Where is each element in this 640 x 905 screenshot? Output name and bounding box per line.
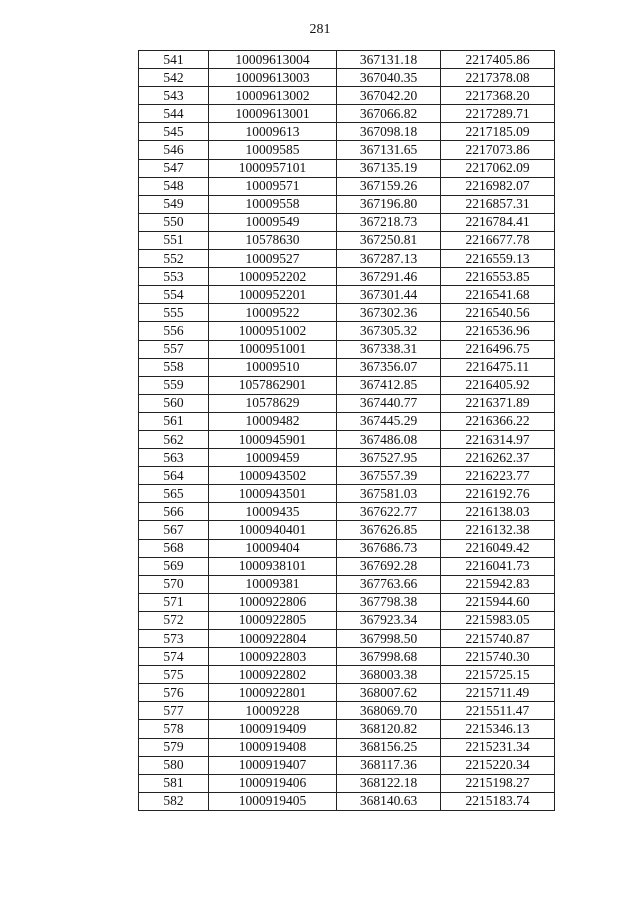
y-coordinate-cell: 2216857.31 [441, 195, 555, 213]
x-coordinate-cell: 367338.31 [337, 340, 441, 358]
point-id-cell: 10578630 [209, 231, 337, 249]
point-id-cell: 1000922804 [209, 630, 337, 648]
y-coordinate-cell: 2215944.60 [441, 593, 555, 611]
y-coordinate-cell: 2216132.38 [441, 521, 555, 539]
table-row [139, 503, 555, 521]
row-number-cell: 553 [139, 268, 209, 286]
x-coordinate-cell: 367135.19 [337, 159, 441, 177]
point-id-cell: 1000951002 [209, 322, 337, 340]
y-coordinate-cell: 2217405.86 [441, 51, 555, 69]
table-row [139, 195, 555, 213]
x-coordinate-cell: 367040.35 [337, 69, 441, 87]
row-number-cell: 567 [139, 521, 209, 539]
x-coordinate-cell: 367412.85 [337, 376, 441, 394]
table-row [139, 774, 555, 792]
page-number: 281 [309, 22, 331, 37]
table-row [139, 340, 555, 358]
y-coordinate-cell: 2216192.76 [441, 485, 555, 503]
x-coordinate-cell: 367301.44 [337, 286, 441, 304]
point-id-cell: 10009482 [209, 412, 337, 430]
x-coordinate-cell: 367098.18 [337, 123, 441, 141]
y-coordinate-cell: 2216496.75 [441, 340, 555, 358]
table-row [139, 720, 555, 738]
y-coordinate-cell: 2216366.22 [441, 412, 555, 430]
row-number-cell: 561 [139, 412, 209, 430]
y-coordinate-cell: 2216553.85 [441, 268, 555, 286]
x-coordinate-cell: 368140.63 [337, 792, 441, 810]
x-coordinate-cell: 367445.29 [337, 412, 441, 430]
point-id-cell: 1000922806 [209, 593, 337, 611]
x-coordinate-cell: 367305.32 [337, 322, 441, 340]
table-row [139, 611, 555, 629]
point-id-cell: 1000945901 [209, 430, 337, 448]
y-coordinate-cell: 2216371.89 [441, 394, 555, 412]
point-id-cell: 10009522 [209, 304, 337, 322]
table-row [139, 87, 555, 105]
x-coordinate-cell: 367692.28 [337, 557, 441, 575]
y-coordinate-cell: 2216559.13 [441, 250, 555, 268]
row-number-cell: 560 [139, 394, 209, 412]
x-coordinate-cell: 367998.68 [337, 648, 441, 666]
row-number-cell: 546 [139, 141, 209, 159]
point-id-cell: 1000922805 [209, 611, 337, 629]
point-id-cell: 1000952201 [209, 286, 337, 304]
row-number-cell: 542 [139, 69, 209, 87]
y-coordinate-cell: 2215183.74 [441, 792, 555, 810]
point-id-cell: 10009459 [209, 449, 337, 467]
table-row [139, 575, 555, 593]
table-row [139, 449, 555, 467]
row-number-cell: 558 [139, 358, 209, 376]
row-number-cell: 564 [139, 467, 209, 485]
table-row [139, 593, 555, 611]
y-coordinate-cell: 2215231.34 [441, 738, 555, 756]
x-coordinate-cell: 367527.95 [337, 449, 441, 467]
table-row [139, 702, 555, 720]
y-coordinate-cell: 2216475.11 [441, 358, 555, 376]
y-coordinate-cell: 2215942.83 [441, 575, 555, 593]
x-coordinate-cell: 368003.38 [337, 666, 441, 684]
table-row [139, 69, 555, 87]
row-number-cell: 548 [139, 177, 209, 195]
coordinates-table-body [139, 51, 555, 811]
point-id-cell: 1000922803 [209, 648, 337, 666]
table-row [139, 358, 555, 376]
row-number-cell: 551 [139, 231, 209, 249]
table-row [139, 268, 555, 286]
x-coordinate-cell: 367250.81 [337, 231, 441, 249]
x-coordinate-cell: 368117.36 [337, 756, 441, 774]
table-row [139, 177, 555, 195]
table-row [139, 467, 555, 485]
row-number-cell: 579 [139, 738, 209, 756]
point-id-cell: 1000940401 [209, 521, 337, 539]
point-id-cell: 10009435 [209, 503, 337, 521]
row-number-cell: 578 [139, 720, 209, 738]
point-id-cell: 1000919408 [209, 738, 337, 756]
table-row [139, 756, 555, 774]
row-number-cell: 572 [139, 611, 209, 629]
table-row [139, 105, 555, 123]
y-coordinate-cell: 2215740.87 [441, 630, 555, 648]
table-row [139, 250, 555, 268]
y-coordinate-cell: 2215983.05 [441, 611, 555, 629]
point-id-cell: 1000919407 [209, 756, 337, 774]
y-coordinate-cell: 2217062.09 [441, 159, 555, 177]
y-coordinate-cell: 2216540.56 [441, 304, 555, 322]
x-coordinate-cell: 367626.85 [337, 521, 441, 539]
x-coordinate-cell: 367622.77 [337, 503, 441, 521]
table-row [139, 231, 555, 249]
row-number-cell: 555 [139, 304, 209, 322]
y-coordinate-cell: 2216541.68 [441, 286, 555, 304]
y-coordinate-cell: 2215220.34 [441, 756, 555, 774]
row-number-cell: 569 [139, 557, 209, 575]
point-id-cell: 1000952202 [209, 268, 337, 286]
row-number-cell: 543 [139, 87, 209, 105]
table-row [139, 51, 555, 69]
row-number-cell: 549 [139, 195, 209, 213]
point-id-cell: 1000943501 [209, 485, 337, 503]
x-coordinate-cell: 367042.20 [337, 87, 441, 105]
table-row [139, 539, 555, 557]
row-number-cell: 568 [139, 539, 209, 557]
row-number-cell: 552 [139, 250, 209, 268]
row-number-cell: 571 [139, 593, 209, 611]
row-number-cell: 575 [139, 666, 209, 684]
row-number-cell: 576 [139, 684, 209, 702]
table-row [139, 648, 555, 666]
point-id-cell: 10009613002 [209, 87, 337, 105]
point-id-cell: 10009613004 [209, 51, 337, 69]
point-id-cell: 10578629 [209, 394, 337, 412]
point-id-cell: 1000951001 [209, 340, 337, 358]
x-coordinate-cell: 367218.73 [337, 213, 441, 231]
point-id-cell: 1000957101 [209, 159, 337, 177]
table-row [139, 630, 555, 648]
y-coordinate-cell: 2216405.92 [441, 376, 555, 394]
table-row [139, 684, 555, 702]
table-row [139, 666, 555, 684]
row-number-cell: 570 [139, 575, 209, 593]
x-coordinate-cell: 367131.18 [337, 51, 441, 69]
point-id-cell: 10009585 [209, 141, 337, 159]
point-id-cell: 1057862901 [209, 376, 337, 394]
x-coordinate-cell: 368156.25 [337, 738, 441, 756]
table-row [139, 376, 555, 394]
row-number-cell: 562 [139, 430, 209, 448]
point-id-cell: 10009613003 [209, 69, 337, 87]
point-id-cell: 10009228 [209, 702, 337, 720]
table-row [139, 322, 555, 340]
table-row [139, 159, 555, 177]
table-row [139, 792, 555, 810]
row-number-cell: 577 [139, 702, 209, 720]
table-row [139, 738, 555, 756]
x-coordinate-cell: 368069.70 [337, 702, 441, 720]
x-coordinate-cell: 367440.77 [337, 394, 441, 412]
y-coordinate-cell: 2215740.30 [441, 648, 555, 666]
row-number-cell: 581 [139, 774, 209, 792]
x-coordinate-cell: 368122.18 [337, 774, 441, 792]
point-id-cell: 10009510 [209, 358, 337, 376]
y-coordinate-cell: 2216536.96 [441, 322, 555, 340]
y-coordinate-cell: 2215346.13 [441, 720, 555, 738]
row-number-cell: 566 [139, 503, 209, 521]
point-id-cell: 10009404 [209, 539, 337, 557]
table-row [139, 521, 555, 539]
x-coordinate-cell: 367686.73 [337, 539, 441, 557]
x-coordinate-cell: 367302.36 [337, 304, 441, 322]
x-coordinate-cell: 367159.26 [337, 177, 441, 195]
point-id-cell: 10009613001 [209, 105, 337, 123]
row-number-cell: 544 [139, 105, 209, 123]
y-coordinate-cell: 2217368.20 [441, 87, 555, 105]
y-coordinate-cell: 2215711.49 [441, 684, 555, 702]
row-number-cell: 545 [139, 123, 209, 141]
x-coordinate-cell: 367923.34 [337, 611, 441, 629]
point-id-cell: 1000938101 [209, 557, 337, 575]
table-row [139, 430, 555, 448]
table-row [139, 557, 555, 575]
row-number-cell: 582 [139, 792, 209, 810]
point-id-cell: 1000943502 [209, 467, 337, 485]
table-row [139, 286, 555, 304]
row-number-cell: 557 [139, 340, 209, 358]
x-coordinate-cell: 367557.39 [337, 467, 441, 485]
y-coordinate-cell: 2216138.03 [441, 503, 555, 521]
y-coordinate-cell: 2217378.08 [441, 69, 555, 87]
row-number-cell: 563 [139, 449, 209, 467]
y-coordinate-cell: 2216223.77 [441, 467, 555, 485]
row-number-cell: 550 [139, 213, 209, 231]
point-id-cell: 1000922802 [209, 666, 337, 684]
point-id-cell: 10009527 [209, 250, 337, 268]
x-coordinate-cell: 367291.46 [337, 268, 441, 286]
table-row [139, 394, 555, 412]
table-row [139, 141, 555, 159]
point-id-cell: 10009571 [209, 177, 337, 195]
x-coordinate-cell: 367581.03 [337, 485, 441, 503]
x-coordinate-cell: 368120.82 [337, 720, 441, 738]
point-id-cell: 10009549 [209, 213, 337, 231]
y-coordinate-cell: 2216784.41 [441, 213, 555, 231]
y-coordinate-cell: 2216049.42 [441, 539, 555, 557]
y-coordinate-cell: 2216982.07 [441, 177, 555, 195]
row-number-cell: 554 [139, 286, 209, 304]
row-number-cell: 574 [139, 648, 209, 666]
y-coordinate-cell: 2217073.86 [441, 141, 555, 159]
row-number-cell: 573 [139, 630, 209, 648]
y-coordinate-cell: 2216041.73 [441, 557, 555, 575]
x-coordinate-cell: 367798.38 [337, 593, 441, 611]
row-number-cell: 541 [139, 51, 209, 69]
y-coordinate-cell: 2215198.27 [441, 774, 555, 792]
x-coordinate-cell: 367763.66 [337, 575, 441, 593]
y-coordinate-cell: 2216314.97 [441, 430, 555, 448]
row-number-cell: 556 [139, 322, 209, 340]
table-row [139, 485, 555, 503]
x-coordinate-cell: 367287.13 [337, 250, 441, 268]
row-number-cell: 559 [139, 376, 209, 394]
y-coordinate-cell: 2215511.47 [441, 702, 555, 720]
x-coordinate-cell: 367998.50 [337, 630, 441, 648]
point-id-cell: 10009558 [209, 195, 337, 213]
point-id-cell: 10009381 [209, 575, 337, 593]
row-number-cell: 547 [139, 159, 209, 177]
point-id-cell: 1000919405 [209, 792, 337, 810]
y-coordinate-cell: 2216677.78 [441, 231, 555, 249]
x-coordinate-cell: 367131.65 [337, 141, 441, 159]
x-coordinate-cell: 368007.62 [337, 684, 441, 702]
row-number-cell: 565 [139, 485, 209, 503]
table-row [139, 412, 555, 430]
row-number-cell: 580 [139, 756, 209, 774]
y-coordinate-cell: 2216262.37 [441, 449, 555, 467]
x-coordinate-cell: 367356.07 [337, 358, 441, 376]
point-id-cell: 1000922801 [209, 684, 337, 702]
x-coordinate-cell: 367066.82 [337, 105, 441, 123]
table-row [139, 304, 555, 322]
x-coordinate-cell: 367196.80 [337, 195, 441, 213]
table-row [139, 123, 555, 141]
point-id-cell: 10009613 [209, 123, 337, 141]
point-id-cell: 1000919409 [209, 720, 337, 738]
table-row [139, 213, 555, 231]
y-coordinate-cell: 2217289.71 [441, 105, 555, 123]
y-coordinate-cell: 2217185.09 [441, 123, 555, 141]
x-coordinate-cell: 367486.08 [337, 430, 441, 448]
coordinates-table [138, 50, 555, 811]
y-coordinate-cell: 2215725.15 [441, 666, 555, 684]
point-id-cell: 1000919406 [209, 774, 337, 792]
